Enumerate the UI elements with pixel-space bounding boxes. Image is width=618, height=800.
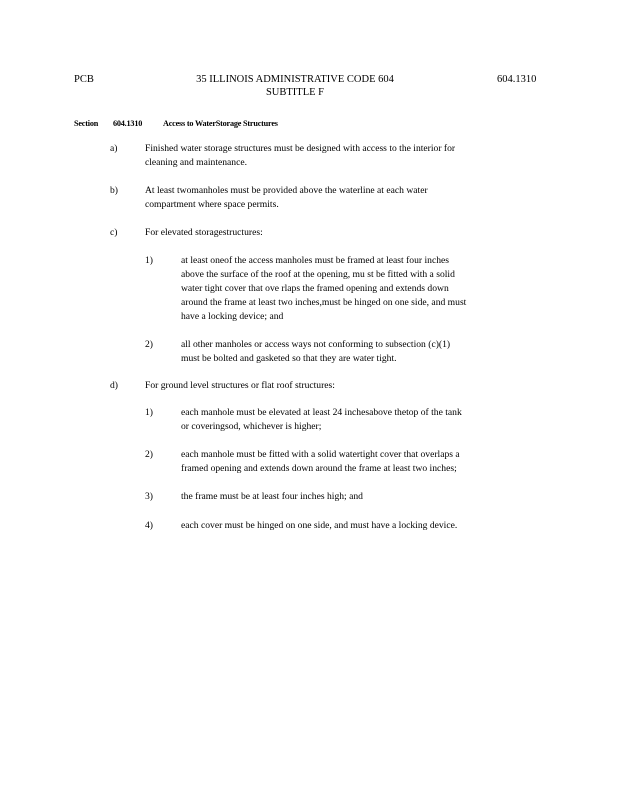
item-marker: d) (110, 380, 118, 391)
subitem-marker: 2) (145, 449, 153, 460)
item-marker: a) (110, 143, 118, 154)
header-right: 604.1310 (497, 74, 537, 85)
subitem-text-line: above the surface of the roof at the opening, mu st be fitted with a solid (181, 269, 455, 280)
subitem-text-line: each manhole must be elevated at least 24 inchesabove thetop of the tank (181, 407, 462, 418)
subitem-text-line: water tight cover that ove rlaps the framed opening and extends down (181, 283, 449, 294)
subitem-text-line: or coveringsod, whichever is higher; (181, 421, 322, 432)
item-text-line: For ground level structures or flat roof structures: (145, 380, 335, 391)
item-text-line: At least twomanholes must be provided above the waterline at each water (145, 185, 428, 196)
header-title: 35 ILLINOIS ADMINISTRATIVE CODE 604 (196, 74, 394, 85)
item-text-line: Finished water storage structures must be designed with access to the interior for (145, 143, 456, 154)
subitem-text-line: each manhole must be fitted with a solid watertight cover that overlaps a (181, 449, 460, 460)
item-text-line: For elevated storagestructures: (145, 227, 263, 238)
subitem-text-line: each cover must be hinged on one side, and must have a locking device. (181, 520, 458, 531)
subitem-marker: 2) (145, 339, 153, 350)
subitem-text-line: around the frame at least two inches,must be hinged on one side, and must (181, 297, 467, 308)
header-left: PCB (74, 74, 94, 85)
subitem-text-line: at least oneof the access manholes must be framed at least four inches (181, 255, 449, 266)
subitem-text-line: have a locking device; and (181, 311, 284, 322)
subitem-marker: 1) (145, 407, 153, 418)
item-marker: b) (110, 185, 118, 196)
subitem-text-line: all other manholes or access ways not conforming to subsection (c)(1) (181, 339, 451, 350)
subitem-text-line: must be bolted and gasketed so that they are water tight. (181, 353, 397, 364)
header-subtitle: SUBTITLE F (265, 87, 325, 98)
section-number: 604.1310 (113, 119, 143, 128)
item-text-line: cleaning and maintenance. (145, 157, 248, 168)
subitem-marker: 1) (145, 255, 153, 266)
subitem-text-line: framed opening and extends down around the frame at least two inches; (181, 463, 457, 474)
subitem-marker: 4) (145, 520, 153, 531)
section-title: Access to WaterStorage Structures (163, 119, 278, 128)
section-label: Section (74, 119, 99, 128)
item-marker: c) (110, 227, 118, 238)
item-text-line: compartment where space permits. (145, 199, 279, 210)
subitem-marker: 3) (145, 491, 153, 502)
subitem-text-line: the frame must be at least four inches high; and (181, 491, 363, 502)
